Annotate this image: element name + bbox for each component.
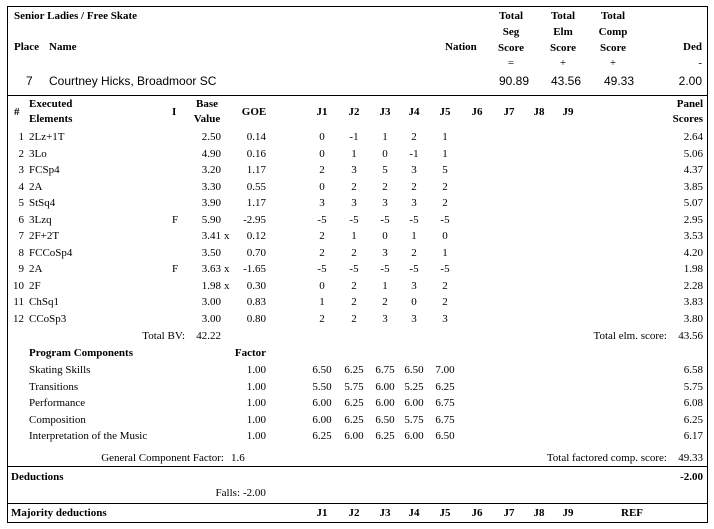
majority-judge-header: J5 [439,507,451,519]
total-bv: 42.22 [196,330,221,342]
element-base-value: 3.30 [201,180,221,193]
judge-goe: 0 [319,279,325,292]
element-panel-score: 5.06 [683,147,703,160]
element-bonus-mark: x [224,263,230,275]
judge-goe: 1 [319,296,325,308]
divider [7,95,708,96]
component-factor: 1.00 [246,380,266,393]
judge-goe: -5 [317,213,327,226]
tes-header: Total [550,10,576,22]
component-factor: 1.00 [246,397,266,410]
element-bonus-mark: x [224,230,230,242]
judge-goe: 2 [411,246,417,259]
component-name: Composition [29,413,86,426]
element-goe: 0.55 [246,180,266,193]
skater-name: Courtney Hicks, Broadmoor SC [49,74,217,88]
judge-component-score: 6.25 [435,380,455,393]
total-elm-label: Total elm. score: [593,330,667,342]
element-panel-score: 2.64 [683,131,703,143]
judge-goe: 1 [442,131,448,143]
element-info: F [172,213,179,226]
element-name: CCoSp3 [29,312,67,325]
judge-goe: -5 [440,213,450,226]
element-name: 2Lz+1T [29,131,65,143]
component-name: Skating Skills [29,364,91,376]
judge-goe: 3 [442,312,448,325]
judge-goe: -5 [409,213,419,226]
element-info: F [172,263,179,275]
judge-goe: 2 [319,164,325,176]
num-header: # [14,106,20,118]
judge-goe: 0 [319,180,325,193]
judge-goe: 2 [351,246,357,259]
falls-value: -2.00 [243,487,266,499]
event-title: Senior Ladies / Free Skate [14,10,138,22]
name-header: Name [49,41,77,53]
element-goe: 0.14 [246,131,266,143]
judge-component-score: 6.50 [375,413,395,426]
sign-equal: = [507,57,515,69]
judge-component-score: 6.75 [375,364,395,376]
judge-component-score: 5.75 [404,413,424,426]
judge-component-score: 6.25 [312,430,332,443]
judge-goe: 2 [411,131,417,143]
sign-plus: + [609,57,617,69]
tss-header: Total [498,10,524,22]
judge-header: J9 [562,106,574,118]
tss-header: Seg [502,26,520,38]
element-num: 10 [13,279,24,292]
majority-judge-header: J6 [471,507,483,519]
place-header: Place [14,41,40,53]
judge-goe: 0 [442,230,448,242]
element-num: 12 [13,312,24,325]
judge-component-score: 6.25 [375,430,395,443]
element-num: 7 [18,230,24,242]
executed-header: Executed [29,98,73,110]
element-name: 2A [29,180,43,193]
component-panel-score: 6.17 [683,430,703,443]
element-goe: 0.30 [246,279,266,292]
judge-goe: 1 [442,147,448,160]
judge-goe: 2 [319,246,325,259]
judge-goe: 0 [411,296,417,308]
tes-header: Score [549,42,577,54]
majority-judge-header: J3 [379,507,391,519]
element-num: 4 [18,180,24,193]
judge-goe: -5 [317,263,327,275]
judge-component-score: 6.00 [404,430,424,443]
judge-component-score: 6.25 [344,413,364,426]
judge-goe: 2 [351,296,357,308]
majority-judge-header: J8 [533,507,545,519]
judge-header: J4 [408,106,420,118]
element-name: StSq4 [29,197,56,209]
element-panel-score: 4.20 [683,246,703,259]
element-panel-score: 2.95 [683,213,703,226]
judge-header: J2 [348,106,360,118]
element-name: 3Lo [29,147,47,160]
element-base-value: 3.00 [201,312,221,325]
judge-goe: -5 [440,263,450,275]
skater-place: 7 [26,74,33,88]
majority-judge-header: J4 [408,507,420,519]
deductions-label: Deductions [11,471,64,483]
judge-goe: 2 [442,197,448,209]
element-goe: 0.83 [246,296,266,308]
element-goe: 0.70 [246,246,266,259]
element-bonus-mark: x [224,279,230,292]
skater-tss: 90.89 [498,74,529,88]
skater-pcs: 49.33 [603,74,634,88]
judge-header: J1 [316,106,328,118]
judge-goe: 0 [382,147,388,160]
element-name: ChSq1 [29,296,59,308]
judge-goe: 0 [319,147,325,160]
judge-component-score: 6.25 [344,397,364,410]
elements-header: Elements [29,113,73,125]
gcf-label: General Component Factor: [101,452,224,464]
divider [7,503,708,504]
judge-header: J6 [471,106,483,118]
judge-component-score: 6.00 [344,430,364,443]
deductions-total: -2.00 [680,471,703,483]
judge-goe: 2 [351,180,357,193]
falls-label: Falls: [215,487,240,499]
base-header: Base [196,98,218,110]
element-name: 2F [29,279,41,292]
total-elm: 43.56 [678,330,703,342]
judge-component-score: 7.00 [435,364,455,376]
judge-goe: -5 [380,263,390,275]
judge-goe: 2 [442,180,448,193]
judge-goe: 3 [411,279,417,292]
pcs-header: Total [600,10,626,22]
element-name: FCCoSp4 [29,246,73,259]
component-panel-score: 6.25 [683,413,703,426]
judge-component-score: 6.00 [404,397,424,410]
judge-component-score: 6.50 [312,364,332,376]
element-panel-score: 5.07 [683,197,703,209]
judge-header: J7 [503,106,515,118]
judge-goe: 2 [351,279,357,292]
pcs-header: Comp [598,26,628,38]
judge-goe: 2 [319,312,325,325]
judge-header: J8 [533,106,545,118]
judge-goe: 3 [382,197,388,209]
total-bv-label: Total BV: [142,330,185,342]
judge-goe: -5 [349,263,359,275]
components-header: Program Components [29,347,133,359]
element-base-value: 4.90 [201,147,221,160]
component-name: Performance [29,397,86,410]
judge-goe: 1 [351,147,357,160]
element-panel-score: 3.85 [683,180,703,193]
ded-header: Ded [683,41,702,53]
judge-goe: 3 [411,312,417,325]
skater-ded: 2.00 [678,74,702,88]
element-num: 5 [18,197,24,209]
judge-header: J5 [439,106,451,118]
tfc-label: Total factored comp. score: [546,452,667,464]
judge-goe: 1 [382,279,388,292]
judge-goe: 2 [319,230,325,242]
element-base-value: 3.20 [201,164,221,176]
element-base-value: 2.50 [201,131,221,143]
element-base-value: 5.90 [201,213,221,226]
element-panel-score: 1.98 [683,263,703,275]
judge-component-score: 5.25 [404,380,424,393]
judge-goe: 3 [382,246,388,259]
element-panel-score: 3.53 [683,230,703,242]
divider [7,466,708,467]
judge-goe: 1 [411,230,417,242]
judge-goe: -5 [349,213,359,226]
factor-header: Factor [234,347,266,359]
element-num: 1 [18,131,24,143]
skater-tes: 43.56 [550,74,581,88]
judge-goe: 2 [382,180,388,193]
judge-goe: 1 [351,230,357,242]
tss-header: Score [497,42,525,54]
gcf-value: 1.6 [231,452,245,464]
element-num: 3 [18,164,24,176]
judge-goe: 5 [442,164,448,176]
majority-label: Majority deductions [11,507,107,519]
sign-plus: + [559,57,567,69]
tes-header: Elm [553,26,573,38]
element-panel-score: 4.37 [683,164,703,176]
majority-judge-header: J2 [348,507,360,519]
judge-goe: 3 [319,197,325,209]
element-num: 2 [18,147,24,160]
value-header: Value [193,113,221,125]
component-factor: 1.00 [246,430,266,443]
element-base-value: 3.63 [201,263,221,275]
judge-goe: 0 [382,230,388,242]
judge-goe: 2 [351,312,357,325]
judge-goe: 5 [382,164,388,176]
element-goe: 1.17 [246,197,266,209]
judge-component-score: 5.50 [312,380,332,393]
element-panel-score: 2.28 [683,279,703,292]
majority-judge-header: J7 [503,507,515,519]
element-base-value: 3.00 [201,296,221,308]
judge-goe: 2 [442,296,448,308]
majority-judge-header: J9 [562,507,574,519]
judge-component-score: 6.75 [435,413,455,426]
element-num: 8 [18,246,24,259]
element-name: 2F+2T [29,230,60,242]
judge-goe: 2 [442,279,448,292]
judge-goe: -5 [380,213,390,226]
judge-goe: 1 [382,131,388,143]
judge-goe: 1 [442,246,448,259]
judge-component-score: 6.00 [375,380,395,393]
component-panel-score: 6.58 [683,364,703,376]
component-factor: 1.00 [246,364,266,376]
judge-goe: 3 [351,164,357,176]
judge-component-score: 6.00 [312,397,332,410]
component-name: Transitions [29,380,79,393]
element-goe: 1.17 [246,164,266,176]
element-goe: 0.16 [246,147,266,160]
judge-goe: 0 [319,131,325,143]
goe-header: GOE [241,106,267,118]
pcs-header: Score [599,42,627,54]
judge-goe: 3 [382,312,388,325]
judge-component-score: 6.50 [435,430,455,443]
element-num: 11 [13,296,24,308]
component-panel-score: 5.75 [683,380,703,393]
element-goe: -1.65 [243,263,266,275]
judge-component-score: 6.25 [344,364,364,376]
element-panel-score: 3.80 [683,312,703,325]
element-goe: 0.80 [246,312,266,325]
judge-goe: -5 [409,263,419,275]
judge-goe: 2 [382,296,388,308]
judge-goe: 3 [351,197,357,209]
judge-component-score: 6.50 [404,364,424,376]
element-base-value: 3.50 [201,246,221,259]
tfc-value: 49.33 [678,452,703,464]
judge-goe: 3 [411,197,417,209]
info-header: I [172,106,177,118]
judge-component-score: 5.75 [344,380,364,393]
element-goe: -2.95 [243,213,266,226]
element-base-value: 3.90 [201,197,221,209]
judge-goe: -1 [409,147,419,160]
judge-header: J3 [379,106,391,118]
judge-component-score: 6.00 [375,397,395,410]
judge-goe: -1 [349,131,359,143]
component-factor: 1.00 [246,413,266,426]
element-name: 2A [29,263,43,275]
element-num: 6 [18,213,24,226]
element-base-value: 1.98 [201,279,221,292]
nation-header: Nation [445,41,477,53]
element-base-value: 3.41 [201,230,221,242]
majority-judge-header: J1 [316,507,328,519]
judge-component-score: 6.75 [435,397,455,410]
ref-header: REF [621,507,643,519]
sign-minus: - [698,57,702,69]
element-panel-score: 3.83 [683,296,703,308]
component-name: Interpretation of the Music [29,430,148,443]
element-name: 3Lzq [29,213,52,226]
judge-goe: 3 [411,164,417,176]
element-name: FCSp4 [29,164,60,176]
judge-goe: 2 [411,180,417,193]
element-num: 9 [18,263,24,275]
panel-header: Panel [676,98,703,110]
judge-component-score: 6.00 [312,413,332,426]
component-panel-score: 6.08 [683,397,703,410]
element-goe: 0.12 [246,230,266,242]
scores-header: Scores [672,113,703,125]
